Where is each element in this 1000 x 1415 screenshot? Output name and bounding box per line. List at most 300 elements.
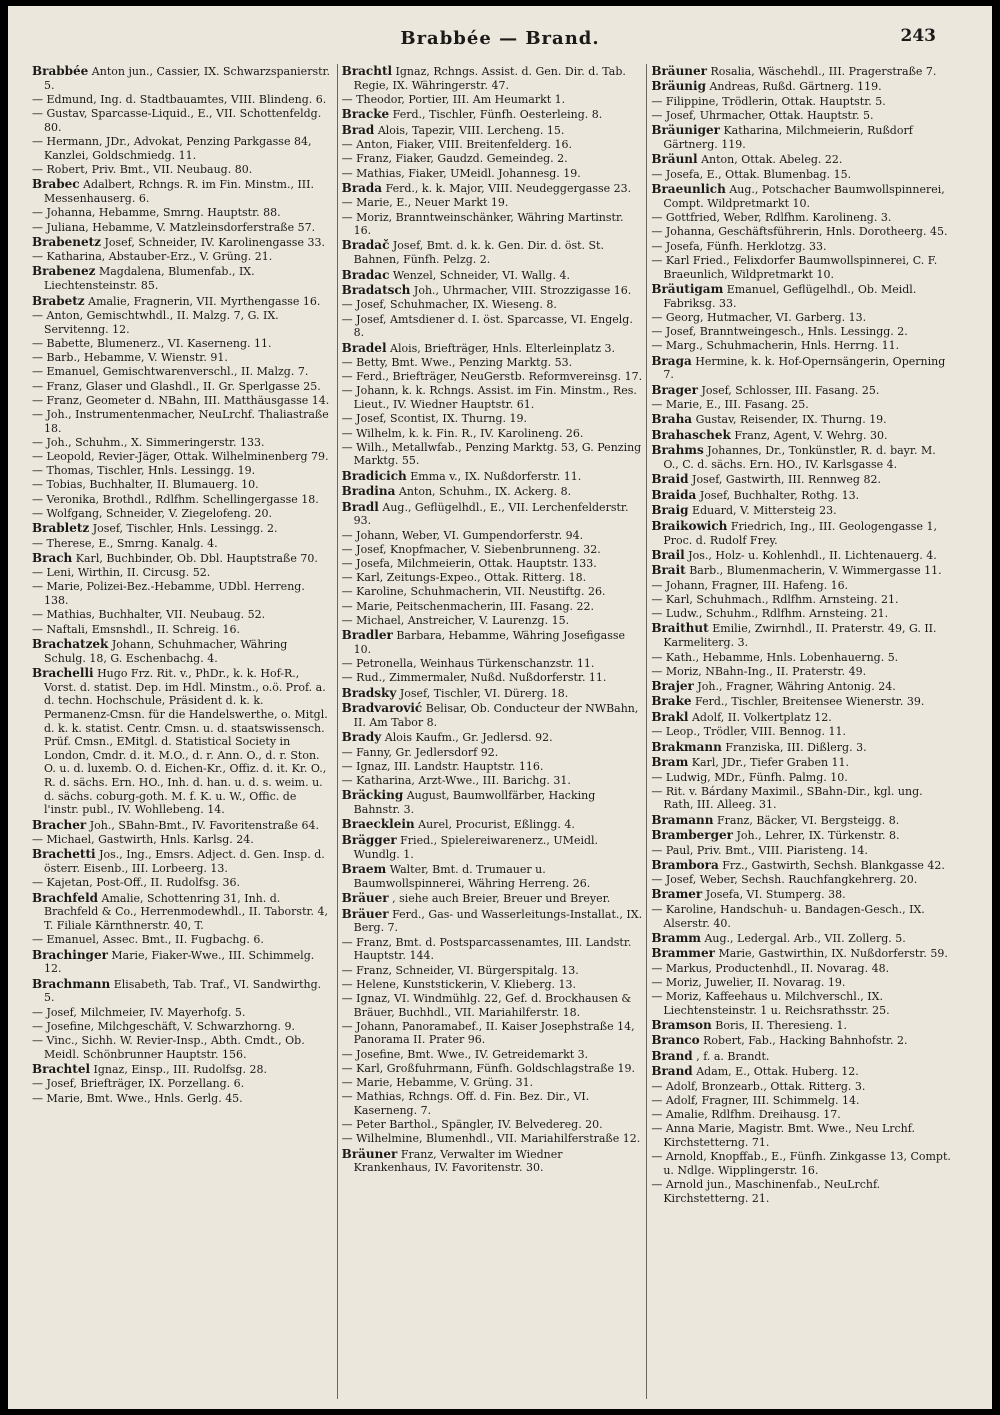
entry-details: — Katharina, Abstauber-Erz., V. Grüng. 21. — [32, 250, 273, 264]
directory-entry — [342, 64, 643, 93]
entry-details: Boris, II. Theresieng. 1. — [715, 1018, 848, 1032]
entry-details: — Juliana, Hebamme, V. Matzleinsdorferstraße 57. — [32, 220, 316, 234]
entry-details: — Marie, Polizei-Bez.-Hebamme, UDbl. Herreng. 138. — [32, 580, 305, 608]
entry-surname: Bräuner — [651, 64, 707, 78]
entry-surname: Brager — [651, 382, 698, 397]
entry-surname: Bramson — [651, 1017, 712, 1032]
entry-details: Emma v., IX. Nußdorferstr. 11. — [410, 469, 582, 483]
directory-entry — [32, 380, 333, 394]
directory-entry — [651, 873, 952, 887]
directory-entry — [651, 79, 952, 94]
directory-entry — [651, 887, 952, 902]
entry-details: — Wilh., Metallwfab., Penzing Marktg. 53, G. Penzing Marktg. 55. — [341, 440, 642, 468]
directory-entry — [651, 607, 952, 621]
directory-entry — [651, 813, 952, 828]
directory-entry — [342, 978, 643, 992]
directory-entry — [342, 529, 643, 543]
entry-details: — Franz, Geometer d. NBahn, III. Matthäusgasse 14. — [32, 393, 330, 407]
directory-entry — [342, 788, 643, 817]
entry-details: Alois Kaufm., Gr. Jedlersd. 92. — [384, 731, 553, 745]
entry-details: — Barb., Hebamme, V. Wienstr. 91. — [32, 351, 228, 365]
entry-details: — Therese, E., Smrng. Kanalg. 4. — [32, 536, 218, 550]
entry-details: Fried., Spielereiwarenerz., UMeidl. Wundlg. 1. — [353, 833, 599, 861]
entry-surname: Bramer — [651, 887, 703, 902]
directory-columns — [32, 64, 952, 1399]
entry-details: — Moriz, Branntweinschänker, Währing Martinstr. 16. — [341, 210, 624, 238]
entry-details: — Veronika, Brothdl., Rdlfhm. Schellingergasse 18. — [32, 492, 319, 506]
entry-surname: Brambora — [651, 857, 719, 872]
directory-entry — [342, 891, 643, 906]
entry-details: — Johann, Panoramabef., II. Kaiser Josephstraße 14, Panorama II. Prater 96. — [341, 1019, 635, 1047]
directory-entry — [651, 519, 952, 548]
directory-entry — [342, 686, 643, 701]
directory-entry — [342, 760, 643, 774]
entry-details: — Joh., Instrumentenmacher, NeuLrchf. Thaliastraße 18. — [32, 407, 329, 435]
directory-column-3 — [646, 64, 952, 1399]
directory-entry — [32, 394, 333, 408]
entry-surname: Brakl — [651, 709, 689, 724]
entry-details: Alois, Briefträger, Hnls. Elterleinplatz 3. — [390, 341, 616, 355]
directory-entry — [651, 771, 952, 785]
directory-entry — [32, 1077, 333, 1091]
entry-details: Hermine, k. k. Hof-Opernsängerin, Operning 7. — [663, 354, 946, 382]
entry-details: — Ferd., Briefträger, NeuGerstb. Reformvereinsg. 17. — [341, 370, 643, 384]
entry-details: — Tobias, Buchhalter, II. Blumauerg. 10. — [32, 478, 259, 492]
entry-surname: Braha — [651, 412, 693, 427]
directory-entry — [32, 235, 333, 250]
entry-details: Elisabeth, Tab. Traf., VI. Sandwirthg. 5. — [44, 977, 322, 1005]
directory-entry — [651, 1108, 952, 1122]
entry-details: Robert, Fab., Hacking Bahnhofstr. 2. — [703, 1034, 908, 1048]
directory-entry — [32, 1062, 333, 1077]
directory-entry — [342, 1118, 643, 1132]
entry-details: — Johanna, Hebamme, Smrng. Hauptstr. 88. — [32, 206, 281, 220]
entry-details: — Arnold jun., Maschinenfab., NeuLrchf. Kirchstetterng. 21. — [651, 1178, 881, 1205]
entry-details: — Anton, Fiaker, VIII. Breitenfelderg. 16. — [341, 138, 573, 152]
entry-details: — Moriz, Juwelier, II. Novarag. 19. — [651, 975, 846, 989]
directory-entry — [32, 847, 333, 876]
entry-surname: Bradel — [341, 340, 387, 355]
entry-details: Aug., Ledergal. Arb., VII. Zollerg. 5. — [704, 931, 906, 945]
entry-details: Walter, Bmt. d. Trumauer u. Baumwollspinnerei, Währing Herreng. 26. — [353, 863, 591, 890]
directory-entry — [651, 844, 952, 858]
directory-entry — [32, 876, 333, 890]
directory-entry — [32, 977, 333, 1006]
entry-surname: Brait — [651, 563, 686, 578]
directory-entry — [32, 365, 333, 379]
directory-entry — [32, 551, 333, 566]
entry-surname: Brabenetz — [32, 234, 101, 249]
entry-details: Adolf, II. Volkertplatz 12. — [691, 710, 832, 724]
entry-surname: Brada — [341, 180, 383, 195]
directory-entry — [32, 294, 333, 309]
directory-entry — [651, 785, 952, 812]
entry-details: Ferd., Tischler, Fünfh. Oesterleing. 8. — [392, 108, 603, 122]
directory-entry — [651, 95, 952, 109]
entry-details: August, Baumwollfärber, Hacking Bahnstr. 3. — [353, 789, 596, 817]
directory-entry — [342, 585, 643, 599]
entry-details: — Thomas, Tischler, Hnls. Lessingg. 19. — [32, 464, 256, 478]
directory-entry — [342, 571, 643, 585]
entry-details: Marie, Gastwirthin, IX. Nußdorferstr. 59. — [718, 947, 948, 961]
directory-entry — [651, 325, 952, 339]
entry-surname: Bräunig — [651, 79, 706, 94]
directory-entry — [651, 990, 952, 1017]
directory-entry — [32, 623, 333, 637]
entry-details: — Markus, Productenhdl., II. Novarag. 48. — [651, 961, 890, 975]
entry-surname: Brabec — [32, 177, 80, 192]
directory-entry — [32, 1006, 333, 1020]
directory-entry — [651, 311, 952, 325]
entry-details: Franziska, III. Dißlerg. 3. — [725, 740, 867, 754]
entry-details: Barb., Blumenmacherin, V. Wimmergasse 11. — [689, 564, 942, 578]
directory-entry — [342, 657, 643, 671]
directory-entry — [651, 182, 952, 211]
entry-surname: Bräuner — [341, 1146, 398, 1161]
entry-details: Anton jun., Cassier, IX. Schwarzspanierstr. 5. — [44, 65, 331, 92]
entry-details: — Karoline, Schuhmacherin, VII. Neustiftg. 26. — [341, 585, 606, 599]
directory-entry — [32, 135, 333, 162]
entry-details: — Kajetan, Post-Off., II. Rudolfsg. 36. — [32, 876, 241, 890]
entry-details: Josefa, VI. Stumperg. 38. — [705, 888, 846, 902]
directory-entry — [651, 548, 952, 563]
directory-entry — [342, 817, 643, 832]
entry-details: Josef, Schlosser, III. Fasang. 25. — [701, 383, 880, 397]
directory-entry — [32, 1020, 333, 1034]
entry-surname: Bräutigam — [651, 281, 724, 296]
directory-entry — [651, 472, 952, 487]
directory-entry — [651, 428, 952, 443]
entry-surname: Brammer — [651, 946, 715, 961]
entry-surname: Braikowich — [651, 518, 728, 533]
directory-entry — [32, 93, 333, 107]
entry-surname: Bradl — [341, 499, 379, 514]
directory-entry — [342, 356, 643, 370]
directory-entry — [342, 370, 643, 384]
directory-entry — [342, 774, 643, 788]
entry-surname: Brakmann — [651, 739, 722, 754]
entry-details: Josef, Schneider, IV. Karolinengasse 33. — [104, 235, 325, 249]
entry-details: Franz, Bäcker, VI. Bergsteigg. 8. — [717, 813, 900, 827]
entry-details: — Emanuel, Assec. Bmt., II. Fugbachg. 6. — [32, 933, 264, 947]
entry-details: Frz., Gastwirth, Sechsh. Blankgasse 42. — [722, 858, 945, 872]
entry-surname: Brachmann — [32, 976, 111, 991]
directory-entry — [342, 123, 643, 138]
directory-entry — [342, 1132, 643, 1146]
entry-details: Josef, Buchhalter, Rothg. 13. — [699, 488, 860, 502]
entry-details: Andreas, Rußd. Gärtnerg. 119. — [709, 80, 882, 94]
directory-entry — [342, 313, 643, 340]
entry-details: — Theodor, Portier, III. Am Heumarkt 1. — [341, 93, 566, 107]
entry-surname: Braga — [651, 353, 692, 368]
entry-surname: Bräunl — [651, 152, 698, 167]
directory-entry — [342, 1090, 643, 1117]
directory-entry — [342, 701, 643, 730]
entry-surname: Bräuniger — [651, 123, 720, 138]
directory-entry — [651, 412, 952, 427]
directory-entry — [32, 250, 333, 264]
entry-details: — Filippine, Trödlerin, Ottak. Hauptstr. 5. — [651, 94, 886, 108]
entry-details: — Fanny, Gr. Jedlersdorf 92. — [341, 745, 499, 759]
entry-details: — Babette, Blumenerz., VI. Kaserneng. 11. — [32, 336, 272, 350]
directory-entry — [342, 1062, 643, 1076]
directory-entry — [651, 710, 952, 725]
entry-details: — Moriz, NBahn-Ing., II. Praterstr. 49. — [651, 664, 867, 678]
directory-entry — [32, 309, 333, 336]
entry-surname: Branco — [651, 1033, 700, 1048]
directory-entry — [651, 946, 952, 961]
entry-details: — Arnold, Knopffab., E., Fünfh. Zinkgasse 13, Compt. u. Ndlge. Wipplingerstr. 16. — [651, 1150, 951, 1177]
directory-entry — [651, 931, 952, 946]
directory-entry — [32, 206, 333, 220]
directory-entry — [651, 755, 952, 770]
directory-entry — [651, 168, 952, 182]
entry-details: — Rit. v. Bárdany Maximil., SBahn-Dir., kgl. ung. Rath, III. Alleeg. 31. — [651, 784, 923, 812]
entry-surname: Bramberger — [651, 828, 733, 843]
entry-surname: Braig — [651, 503, 689, 518]
directory-entry — [651, 1080, 952, 1094]
directory-entry — [32, 891, 333, 933]
directory-entry — [32, 493, 333, 507]
directory-entry — [651, 488, 952, 503]
entry-details: Adam, E., Ottak. Huberg. 12. — [696, 1065, 859, 1079]
entry-details: — Marg., Schuhmacherin, Hnls. Herrng. 11. — [651, 339, 900, 353]
directory-entry — [342, 412, 643, 426]
directory-entry — [651, 123, 952, 152]
entry-details: Johann, Schuhmacher, Währing Schulg. 18, G. Eschenbachg. 4. — [44, 637, 288, 665]
entry-details: Josef, Tischler, Hnls. Lessingg. 2. — [92, 522, 278, 536]
entry-details: Karl, JDr., Tiefer Graben 11. — [691, 756, 850, 770]
entry-details: — Marie, E., III. Fasang. 25. — [651, 398, 809, 412]
directory-entry — [651, 563, 952, 578]
entry-details: Aug., Geflügelhdl., E., VII. Lerchenfelderstr. 93. — [353, 500, 629, 528]
entry-details: — Betty, Bmt. Wwe., Penzing Marktg. 53. — [341, 356, 573, 369]
entry-details: — Michael, Anstreicher, V. Laurenzg. 15. — [341, 613, 570, 627]
directory-entry — [342, 500, 643, 529]
directory-entry — [342, 138, 643, 152]
directory-entry — [32, 537, 333, 551]
entry-surname: Bräcking — [341, 788, 404, 803]
directory-entry — [651, 1122, 952, 1149]
entry-details: — Joh., Schuhm., X. Simmeringerstr. 133. — [32, 435, 265, 449]
entry-details: — Johann, Weber, VI. Gumpendorferstr. 94. — [341, 528, 584, 542]
entry-details: — Gottfried, Weber, Rdlfhm. Karolineng. 3. — [651, 211, 892, 225]
entry-surname: Bräuer — [341, 891, 389, 906]
entry-details: — Johann, Fragner, III. Hafeng. 16. — [651, 578, 849, 592]
entry-details: — Marie, Peitschenmacherin, III. Fasang. 22. — [341, 599, 594, 613]
entry-details: — Adolf, Fragner, III. Schimmelg. 14. — [651, 1094, 860, 1108]
entry-surname: Braithut — [651, 621, 709, 636]
directory-entry — [651, 651, 952, 665]
directory-entry — [32, 666, 333, 817]
entry-details: — Leop., Trödler, VIII. Bennog. 11. — [651, 725, 847, 739]
directory-entry — [342, 992, 643, 1019]
directory-entry — [32, 478, 333, 492]
entry-details: Friedrich, Ing., III. Geologengasse 1, Proc. d. Rudolf Frey. — [663, 519, 937, 547]
entry-details: Adalbert, Rchngs. R. im Fin. Minstm., III. Messenhauserg. 6. — [44, 178, 314, 206]
entry-details: — Marie, Bmt. Wwe., Hnls. Gerlg. 45. — [32, 1091, 243, 1105]
entry-details: — Adolf, Bronzearb., Ottak. Ritterg. 3. — [651, 1079, 866, 1093]
entry-surname: Brail — [651, 547, 685, 562]
entry-details: — Rud., Zimmermaler, Nußd. Nußdorferstr. 11. — [341, 671, 607, 685]
directory-entry — [342, 427, 643, 441]
entry-surname: Brajer — [651, 678, 694, 693]
directory-entry — [32, 580, 333, 607]
entry-details: Aurel, Procurist, Eßlingg. 4. — [418, 818, 575, 832]
directory-entry — [32, 507, 333, 521]
entry-details: — Josef, Weber, Sechsh. Rauchfangkehrerg. 20. — [651, 873, 918, 887]
entry-surname: Bradina — [341, 484, 396, 499]
directory-entry — [651, 211, 952, 225]
page-title: Brabbée — Brand. — [400, 28, 600, 49]
entry-surname: Brachatzek — [32, 636, 109, 651]
directory-entry — [32, 464, 333, 478]
directory-entry — [651, 962, 952, 976]
directory-entry — [342, 93, 643, 107]
directory-entry — [651, 1018, 952, 1033]
entry-details: Amalie, Fragnerin, VII. Myrthengasse 16. — [88, 294, 321, 308]
entry-details: Josef, Tischler, VI. Dürerg. 18. — [399, 686, 569, 700]
directory-entry — [342, 862, 643, 891]
entry-surname: Brahms — [651, 443, 704, 458]
directory-entry — [651, 152, 952, 167]
entry-surname: Bradvarović — [341, 701, 423, 716]
directory-entry — [32, 163, 333, 177]
entry-details: — Wilhelm, k. k. Fin. R., IV. Karolineng. 26. — [341, 426, 584, 440]
entry-surname: Braid — [651, 472, 689, 487]
entry-details: Gustav, Reisender, IX. Thurng. 19. — [695, 413, 887, 427]
directory-entry — [342, 833, 643, 862]
directory-entry — [651, 240, 952, 254]
directory-entry — [32, 264, 333, 293]
entry-details: — Josef, Knopfmacher, V. Siebenbrunneng. 32. — [341, 542, 601, 556]
directory-entry — [342, 298, 643, 312]
directory-entry — [651, 1064, 952, 1079]
entry-details: — Josef, Amtsdiener d. I. öst. Sparcasse, VI. Engelg. 8. — [341, 312, 633, 340]
directory-entry — [32, 351, 333, 365]
entry-surname: Bradsky — [341, 685, 397, 700]
directory-column-2 — [337, 64, 643, 1399]
directory-entry — [342, 1048, 643, 1062]
entry-surname: Brand — [651, 1064, 693, 1079]
directory-entry — [651, 282, 952, 311]
entry-surname: Brachtl — [341, 64, 393, 78]
entry-details: Aug., Potschacher Baumwollspinnerei, Compt. Wildpretmarkt 10. — [663, 183, 945, 211]
directory-entry — [651, 694, 952, 709]
entry-details: — Josef, Milchmeier, IV. Mayerhofg. 5. — [32, 1005, 246, 1019]
directory-entry — [32, 1034, 333, 1061]
directory-entry — [342, 107, 643, 122]
entry-details: Amalie, Schottenring 31, Inh. d. Brachfeld & Co., Herrenmodewhdl., II. Taborstr. 4, T. Filiale Kärnthnerstr. 40, T. — [44, 891, 329, 933]
entry-surname: Brägger — [341, 832, 397, 847]
directory-entry — [32, 64, 333, 93]
entry-details: Barbara, Hebamme, Währing Josefigasse 10. — [353, 629, 626, 656]
entry-details: — Leopold, Revier-Jäger, Ottak. Wilhelminenberg 79. — [32, 450, 329, 463]
directory-entry — [342, 341, 643, 356]
entry-details: Wenzel, Schneider, VI. Wallg. 4. — [392, 268, 570, 282]
entry-details: Alois, Tapezir, VIII. Lercheng. 15. — [377, 123, 565, 137]
directory-entry — [342, 1076, 643, 1090]
entry-details: — Emanuel, Gemischtwarenverschl., II. Malzg. 7. — [32, 365, 309, 379]
directory-entry — [32, 637, 333, 666]
directory-entry — [342, 384, 643, 411]
directory-entry — [651, 1049, 952, 1064]
entry-surname: Bradler — [341, 628, 393, 643]
directory-column-1 — [32, 64, 333, 1399]
entry-details: Magdalena, Blumenfab., IX. Liechtensteinstr. 85. — [44, 265, 255, 293]
entry-surname: Bramm — [651, 930, 701, 945]
directory-entry — [651, 976, 952, 990]
directory-entry — [651, 443, 952, 472]
directory-entry — [32, 521, 333, 536]
directory-entry — [651, 858, 952, 873]
entry-details: — Mathias, Rchngs. Off. d. Fin. Bez. Dir., VI. Kaserneng. 7. — [341, 1090, 590, 1117]
entry-surname: Bräuer — [341, 906, 389, 921]
directory-entry — [32, 933, 333, 947]
directory-entry — [651, 225, 952, 239]
entry-details: — Josef, Briefträger, IX. Porzellang. 6. — [32, 1077, 245, 1091]
entry-details: Franz, Agent, V. Wehrg. 30. — [734, 428, 888, 442]
directory-entry — [651, 64, 952, 79]
entry-details: — Moriz, Kaffeehaus u. Milchverschl., IX. Liechtensteinstr. 1 u. Reichsrathsstr. 25. — [651, 990, 890, 1017]
directory-entry — [32, 608, 333, 622]
entry-surname: Bram — [651, 755, 689, 770]
entry-surname: Brachinger — [32, 947, 108, 962]
directory-entry — [342, 441, 643, 468]
entry-surname: Braeunlich — [651, 182, 726, 197]
directory-entry — [342, 557, 643, 571]
entry-details: — Ignaz, VI. Windmühlg. 22, Gef. d. Brockhausen & Bräuer, Buchhdl., VII. Mariahilferstr. 18. — [341, 991, 632, 1019]
directory-entry — [32, 221, 333, 235]
entry-details: Emanuel, Geflügelhdl., Ob. Meidl. Fabriksg. 33. — [663, 282, 917, 310]
entry-details: Josef, Gastwirth, III. Rennweg 82. — [692, 473, 881, 487]
directory-entry — [342, 1020, 643, 1047]
entry-details: Jos., Ing., Emsrs. Adject. d. Gen. Insp. d. österr. Eisenb., III. Lorbeerg. 13. — [44, 848, 325, 876]
directory-entry — [342, 671, 643, 685]
entry-details: Ferd., k. k. Major, VIII. Neudeggergasse 23. — [385, 181, 632, 195]
entry-details: Johannes, Dr., Tonkünstler, R. d. bayr. M. O., C. d. sächs. Ern. HO., IV. Karlsgasse 4. — [663, 444, 936, 472]
directory-entry — [342, 600, 643, 614]
directory-entry — [651, 621, 952, 650]
entry-details: — Mathias, Buchhalter, VII. Neubaug. 52. — [32, 608, 266, 622]
directory-entry — [342, 936, 643, 963]
entry-details: Eduard, V. Mittersteig 23. — [692, 504, 837, 518]
directory-entry — [651, 398, 952, 412]
entry-details: Jos., Holz- u. Kohlenhdl., II. Lichtenauerg. 4. — [688, 548, 937, 562]
entry-details: Ferd., Tischler, Breitensee Wienerstr. 39. — [695, 695, 925, 709]
page-number: 243 — [900, 26, 936, 46]
entry-details: — Kath., Hebamme, Hnls. Lobenhauerng. 5. — [651, 650, 899, 664]
entry-details: — Anton, Gemischtwhdl., II. Malzg. 7, G. IX. Servitenng. 12. — [32, 309, 279, 336]
directory-entry — [342, 238, 643, 267]
entry-surname: Brachtel — [32, 1061, 91, 1076]
entry-details: Anton, Ottak. Abeleg. 22. — [701, 153, 843, 167]
directory-entry — [651, 503, 952, 518]
entry-details: — Anna Marie, Magistr. Bmt. Wwe., Neu Lrchf. Kirchstetterng. 71. — [651, 1122, 915, 1150]
entry-details: Franz, Verwalter im Wiedner Krankenhaus, IV. Favoritenstr. 30. — [353, 1147, 563, 1175]
entry-details: — Paul, Priv. Bmt., VIII. Piaristeng. 14. — [651, 843, 868, 857]
entry-details: — Edmund, Ing. d. Stadtbauamtes, VIII. Blindeng. 6. — [32, 93, 327, 107]
directory-entry — [32, 408, 333, 435]
directory-entry — [651, 593, 952, 607]
entry-details: Joh., SBahn-Bmt., IV. Favoritenstraße 64. — [89, 818, 319, 832]
directory-entry — [342, 1147, 643, 1176]
directory-entry — [342, 907, 643, 936]
directory-entry — [342, 268, 643, 283]
entry-details: Joh., Uhrmacher, VIII. Strozzigasse 16. — [413, 284, 632, 297]
entry-details: — Josefa, Milchmeierin, Ottak. Hauptstr. 133. — [341, 557, 597, 571]
entry-details: — Josef, Scontist, IX. Thurng. 19. — [341, 412, 527, 426]
